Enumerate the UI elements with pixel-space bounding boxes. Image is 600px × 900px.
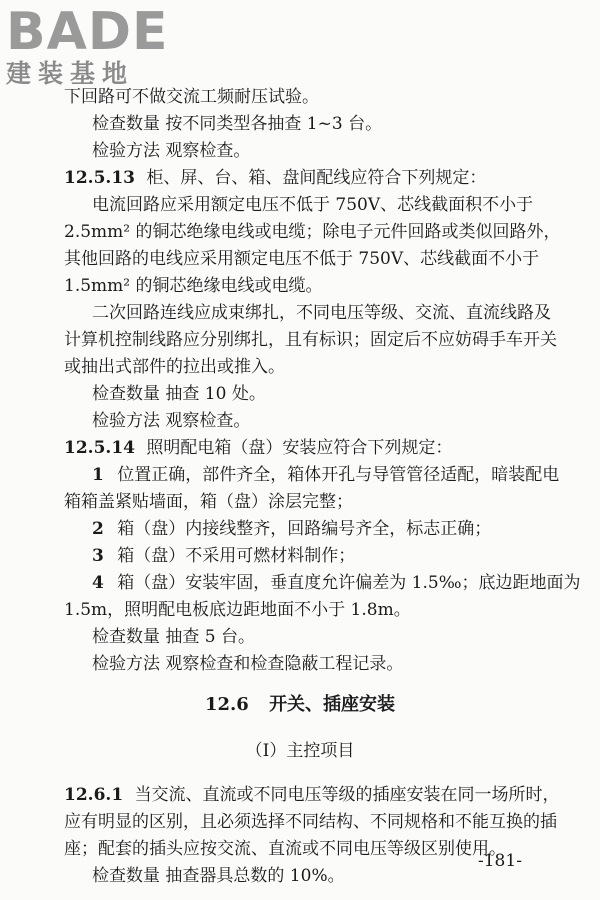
- text-line: 2.5mm² 的铜芯绝缘电线或电缆；除电子元件回路或类似回路外，: [64, 222, 561, 242]
- list-item: 1 位置正确，部件齐全，箱体开孔与导管管径适配，暗装配电: [92, 465, 560, 485]
- section-heading: 12.6 开关、插座安装: [204, 694, 396, 715]
- list-item: 2 箱（盘）内接线整齐，回路编号齐全，标志正确；: [92, 519, 492, 539]
- list-item: 4 箱（盘）安装牢固，垂直度允许偏差为 1.5‰；底边距地面为: [92, 573, 581, 593]
- logo-brand: BADE: [6, 2, 169, 62]
- text-line: 电流回路应采用额定电压不低于 750V、芯线截面积不小于: [92, 195, 534, 215]
- text-line: 或抽出式部件的拉出或推入。: [64, 357, 285, 377]
- watermark-logo: [6, 2, 186, 98]
- subsection-heading: （Ⅰ）主控项目: [245, 741, 355, 761]
- text-line: 检查数量 按不同类型各抽查 1~3 台。: [92, 114, 383, 134]
- text-line: 下回路可不做交流工频耐压试验。: [64, 87, 319, 107]
- clause-number: 12.5.13: [64, 168, 135, 188]
- text-line: 座；配套的插头应按交流、直流或不同电压等级区别使用。: [64, 839, 506, 859]
- text-line: 检查数量 抽查器具总数的 10%。: [92, 866, 345, 886]
- clause-number: 12.5.14: [64, 438, 135, 458]
- text-line: 检验方法 观察检查和检查隐蔽工程记录。: [92, 654, 404, 674]
- text-line: 1.5m，照明配电板底边距地面不小于 1.8m。: [64, 600, 411, 620]
- clause-number: 12.6.1: [64, 785, 124, 805]
- clause-heading: 12.5.14 照明配电箱（盘）安装应符合下列规定：: [64, 438, 453, 458]
- page-number: -181-: [478, 851, 522, 871]
- text-line: 检查数量 抽查 10 处。: [92, 384, 266, 404]
- item-number: 4: [92, 573, 104, 593]
- text-line: 1.5mm² 的铜芯绝缘电线或电缆。: [64, 276, 323, 296]
- text-line: 应有明显的区别，且必须选择不同结构、不同规格和不能互换的插: [64, 812, 557, 832]
- text-line: 箱箱盖紧贴墙面，箱（盘）涂层完整；: [64, 492, 353, 512]
- clause-heading: 12.6.1 当交流、直流或不同电压等级的插座安装在同一场所时，: [64, 785, 560, 805]
- text-line: 检验方法 观察检查。: [92, 411, 251, 431]
- item-number: 2: [92, 519, 104, 539]
- text-line: 计算机控制线路应分别绑扎，且有标识；固定后不应妨碍手车开关: [64, 330, 557, 350]
- logo-tagline: 建装基地: [6, 59, 135, 88]
- item-number: 3: [92, 546, 104, 566]
- clause-heading: 12.5.13 柜、屏、台、箱、盘间配线应符合下列规定：: [64, 168, 487, 188]
- text-line: 检查数量 抽查 5 台。: [92, 627, 256, 647]
- item-number: 1: [92, 465, 104, 485]
- text-line: 其他回路的电线应采用额定电压不低于 750V、芯线截面不小于: [64, 249, 540, 269]
- section-number: 12.6: [204, 694, 249, 715]
- text-line: 二次回路连线应成束绑扎，不同电压等级、交流、直流线路及: [92, 303, 551, 323]
- text-line: 检验方法 观察检查。: [92, 141, 251, 161]
- list-item: 3 箱（盘）不采用可燃材料制作；: [92, 546, 356, 566]
